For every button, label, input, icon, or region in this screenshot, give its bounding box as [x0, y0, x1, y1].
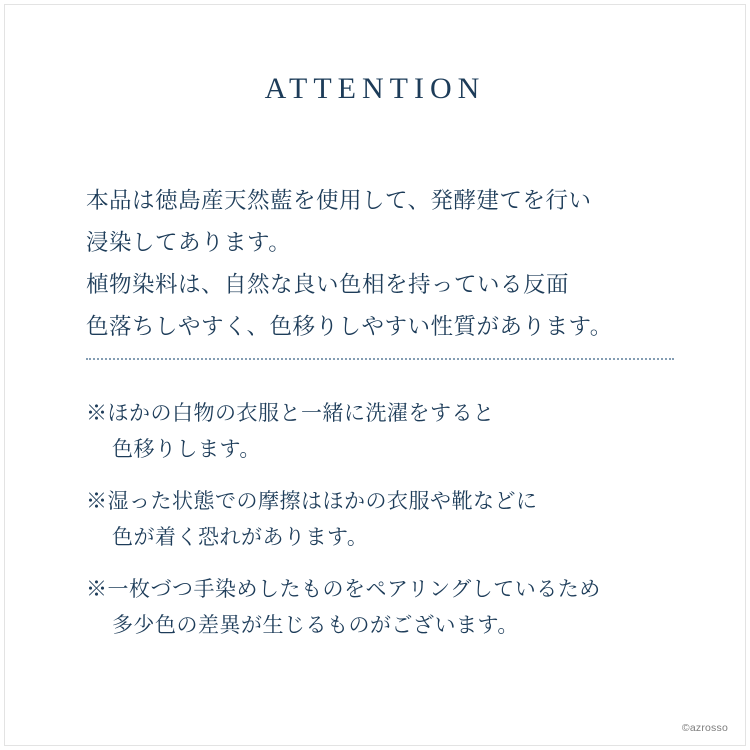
note-line-secondary: 色が着く恐れがあります。 — [112, 526, 369, 549]
lead-line: 植物染料は、自然な良い色相を持っている反面 — [86, 272, 570, 297]
list-item — [86, 396, 686, 468]
page-title: ATTENTION — [264, 72, 486, 105]
list-item — [86, 572, 686, 644]
lead-line: 色落ちしやすく、色移りしやすい性質があります。 — [86, 314, 613, 339]
note-line-primary: ※ほかの白物の衣服と一緒に洗濯をすると — [86, 402, 495, 425]
note-line-secondary: 色移りします。 — [112, 438, 261, 461]
notes-list — [86, 396, 686, 660]
copyright-credit: ©azrosso — [681, 722, 728, 734]
list-item — [86, 484, 686, 556]
note-line-secondary: 多少色の差異が生じるものがございます。 — [112, 614, 519, 637]
note-line-primary: ※湿った状態での摩擦はほかの衣服や靴などに — [86, 490, 538, 513]
lead-line: 本品は徳島産天然藍を使用して、発酵建てを行い — [86, 188, 592, 213]
lead-line: 浸染してあります。 — [86, 230, 292, 255]
lead-paragraph — [86, 180, 676, 348]
dotted-divider — [86, 358, 674, 364]
note-line-primary: ※一枚づつ手染めしたものをペアリングしているため — [86, 578, 601, 601]
